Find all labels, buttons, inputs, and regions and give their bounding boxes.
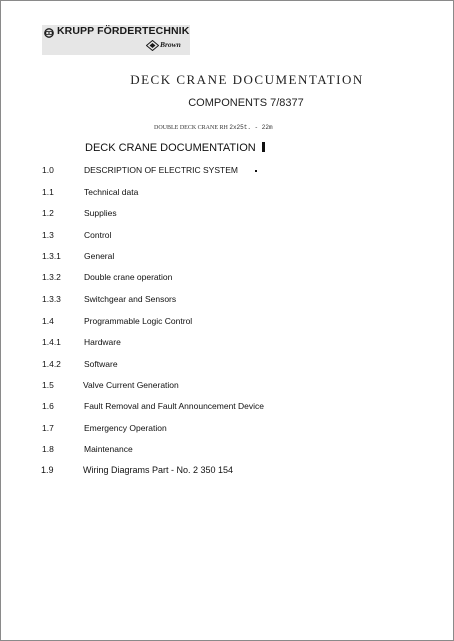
toc-item-text: Valve Current Generation (83, 380, 179, 390)
toc-item-number: 1.3 (42, 230, 54, 240)
brown-diamond-icon (146, 40, 159, 51)
toc-item-number: 1.2 (42, 208, 54, 218)
toc-item-text: Hardware (84, 337, 121, 347)
toc-item-text: Emergency Operation (84, 423, 167, 433)
toc-item-number: 1.3.2 (42, 272, 61, 282)
brand-name: Brown (160, 40, 181, 49)
toc-item-text: Maintenance (84, 444, 133, 454)
toc-item (1, 337, 453, 351)
toc-item (1, 465, 453, 479)
toc-item-text: DESCRIPTION OF ELECTRIC SYSTEM (84, 165, 238, 175)
company-name: KRUPP FÖRDERTECHNIK (57, 25, 190, 37)
toc-item-number: 1.6 (42, 401, 54, 411)
text-cursor (262, 142, 265, 152)
bullet-marker-icon (255, 170, 257, 172)
toc-item (1, 230, 453, 244)
toc-item-number: 1.4.2 (42, 359, 61, 369)
toc-item (1, 359, 453, 373)
toc-item (1, 423, 453, 437)
crane-model: DOUBLE DECK CRANE RH (154, 125, 228, 131)
toc-item-number: 1.0 (42, 165, 54, 175)
toc-item-text: Fault Removal and Fault Announcement Device (84, 401, 265, 411)
toc-heading (85, 142, 265, 154)
crane-dimensions: 2x25t. - 22m (229, 124, 273, 131)
toc-item-text: Software (84, 359, 118, 369)
toc-item (1, 251, 453, 265)
toc-item-number: 1.9 (41, 465, 54, 475)
toc-item (1, 272, 453, 286)
toc-item-text: Control (84, 230, 112, 240)
company-logo (42, 25, 190, 55)
toc-item-number: 1.4.1 (42, 337, 61, 347)
toc-item-text: Programmable Logic Control (84, 316, 193, 326)
toc-item (1, 380, 453, 394)
document-title: DECK CRANE DOCUMENTATION (130, 72, 364, 87)
toc-item-number: 1.3.1 (42, 251, 61, 261)
toc-item (1, 165, 453, 179)
toc-item-number: 1.8 (42, 444, 54, 454)
toc-item-text: General (84, 251, 115, 261)
toc-item (1, 316, 453, 330)
document-subtitle: COMPONENTS 7/8377 (188, 97, 304, 109)
toc-item (1, 401, 453, 415)
toc-item-number: 1.4 (42, 316, 54, 326)
crane-model-caption (154, 124, 273, 131)
toc-item (1, 208, 453, 222)
toc-item-number: 1.7 (42, 423, 54, 433)
toc-item (1, 444, 453, 458)
toc-item-text: Wiring Diagrams Part - No. 2 350 154 (83, 465, 234, 475)
toc-heading-text: DECK CRANE DOCUMENTATION (85, 142, 256, 154)
toc-item-number: 1.1 (42, 187, 54, 197)
toc-item-number: 1.5 (42, 380, 54, 390)
toc-item-text: Switchgear and Sensors (84, 294, 177, 304)
krupp-rings-icon (44, 28, 54, 38)
toc-item-number: 1.3.3 (42, 294, 61, 304)
toc-item-text: Double crane operation (84, 272, 173, 282)
toc-item (1, 294, 453, 308)
toc-item-text: Technical data (84, 187, 139, 197)
toc-item-text: Supplies (84, 208, 117, 218)
toc-item (1, 187, 453, 201)
